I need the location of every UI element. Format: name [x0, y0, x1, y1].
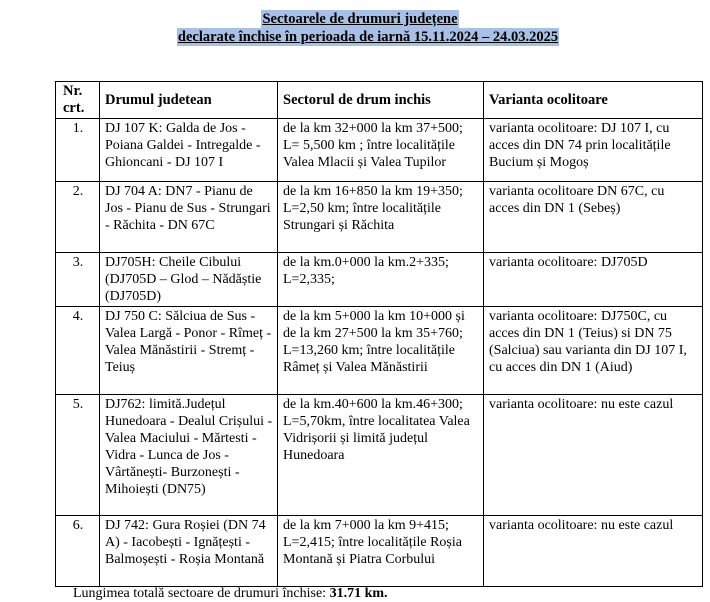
- table-row: [56, 395, 703, 516]
- cell-road: DJ705H: Cheile Cibului (DJ705D – Glod – Nădăștie (DJ705D): [100, 253, 278, 307]
- table-header-row: [56, 82, 703, 119]
- cell-road: DJ 107 K: Galda de Jos - Poiana Galdei - Intregalde - Ghioncani - DJ 107 I: [100, 119, 278, 182]
- cell-nr: 4.: [56, 307, 100, 395]
- header-detour: Varianta ocolitoare: [484, 82, 703, 119]
- cell-detour: varianta ocolitoare: nu este cazul: [484, 395, 703, 516]
- cell-detour: varianta ocolitoare: DJ750C, cu acces din DN 1 (Teius) si DN 75 (Salciua) sau varianta din DJ 107 I, cu acces din DN 1 (Aiud): [484, 307, 703, 395]
- cell-sector: de la km.0+000 la km.2+335; L=2,335;: [278, 253, 484, 307]
- table-row: [56, 253, 703, 307]
- table-row: [56, 516, 703, 587]
- cell-sector: de la km 5+000 la km 10+000 și de la km 27+500 la km 35+760; L=13,260 km; între localitățile Râmeț și Valea Mănăstirii: [278, 307, 484, 395]
- cell-sector: de la km.40+600 la km.46+300; L=5,70km, între localitatea Valea Vidrișorii și limită județul Hunedoara: [278, 395, 484, 516]
- cell-road: DJ 750 C: Sălciua de Sus - Valea Largă - Ponor - Rîmeț - Valea Mănăstirii - Stremț - Teiuș: [100, 307, 278, 395]
- title-line-2: declarate închise în perioada de iarnă 15.11.2024 – 24.03.2025: [177, 29, 559, 45]
- header-road: Drumul judetean: [100, 82, 278, 119]
- cell-detour: varianta ocolitoare: DJ 107 I, cu acces din DN 74 prin localitățile Bucium și Mogoș: [484, 119, 703, 182]
- cell-nr: 3.: [56, 253, 100, 307]
- cell-nr: 2.: [56, 182, 100, 253]
- closed-roads-table: [55, 81, 703, 587]
- total-length-value: 31.71 km.: [329, 586, 388, 601]
- cell-detour: varianta ocolitoare: DJ705D: [484, 253, 703, 307]
- table-row: [56, 307, 703, 395]
- cell-detour: varianta ocolitoare DN 67C, cu acces din DN 1 (Sebeș): [484, 182, 703, 253]
- cell-road: DJ762: limită.Județul Hunedoara - Dealul Crișului - Valea Maciului - Mărtesti - Vidra - Lunca de Jos - Vârtănești- Burzonești - Mihoiești (DN75): [100, 395, 278, 516]
- cell-nr: 5.: [56, 395, 100, 516]
- cell-sector: de la km 7+000 la km 9+415; L=2,415; între localitățile Roșia Montană și Piatra Corbului: [278, 516, 484, 587]
- cell-sector: de la km 32+000 la km 37+500; L= 5,500 km ; între localitățile Valea Mlacii și Valea Tupilor: [278, 119, 484, 182]
- title-line-1: Sectoarele de drumuri județene: [262, 11, 458, 27]
- header-nr: Nr. crt.: [56, 82, 100, 119]
- cell-road: DJ 742: Gura Roșiei (DN 74 A) - Iacobești - Ignățești - Balmoșești - Roșia Montană: [100, 516, 278, 587]
- total-length-label: Lungimea totală sectoare de drumuri închise:: [73, 586, 330, 601]
- cell-road: DJ 704 A: DN7 - Pianu de Jos - Pianu de Sus - Strungari - Răchita - DN 67C: [100, 182, 278, 253]
- document-title: [0, 10, 710, 46]
- cell-detour: varianta ocolitoare: nu este cazul: [484, 516, 703, 587]
- header-sector: Sectorul de drum inchis: [278, 82, 484, 119]
- table-row: [56, 119, 703, 182]
- cell-nr: 1.: [56, 119, 100, 182]
- table-row: [56, 182, 703, 253]
- cell-nr: 6.: [56, 516, 100, 587]
- cell-sector: de la km 16+850 la km 19+350; L=2,50 km; între localitățile Strungari și Răchita: [278, 182, 484, 253]
- total-length-summary: [73, 585, 388, 602]
